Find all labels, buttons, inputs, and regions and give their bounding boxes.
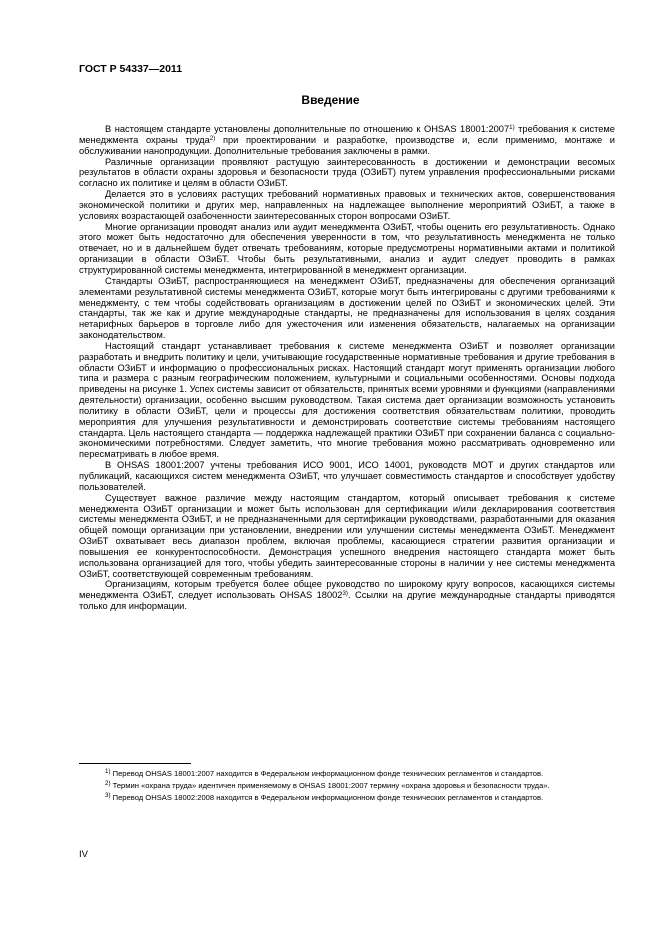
footnote: $^{3)}$ Перевод OHSAS 18002:2008 находится в Федеральном информационном фонде технических регламентов и стандартов. xyxy=(105,792,544,803)
paragraph: Многие организации проводят анализ или аудит менеджмента ОЗиБТ, чтобы оценить его результативность. Однако этого может быть недостаточно для обеспечения уверенности в том, что результативность менеджмента не только отвечает, но и в дальнейшем будет отвечать требованиям, которые предусмотрены нормативными актами и политикой организации в области ОЗиБТ. Чтобы быть результативными, анализ и аудит следует проводить в рамках структурированной системы менеджмента, интегрированной в менеджмент организации. xyxy=(79,221,615,275)
footnote: $^{2)}$ Термин «охрана труда» идентичен применяемому в OHSAS 18001:2007 термину «охрана здоровья и безопасности труда». xyxy=(105,780,550,791)
document-header: ГОСТ Р 54337—2011 xyxy=(79,63,183,75)
footnote-mark: 1) xyxy=(105,768,111,775)
footnote-divider xyxy=(79,763,191,764)
paragraph: Настоящий стандарт устанавливает требования к системе менеджмента ОЗиБТ и позволяет организации разработать и внедрить политику и цели, учитывающие государственные нормативные требования и другие требования в области ОЗиБТ и информацию о профессиональных рисках. Настоящий стандарт могут применять организации любого типа и размера с разным географическим положением, культурными и социальными особенностями. Основы подхода приведены на рисунке 1. Успех системы зависит от обязательств, принятых всеми уровнями и функциями (направлениями деятельности) организации, особенно высшим руководством. Такая система дает организации возможность установить политику в области ОЗиБТ, цели и процессы для достижения соответствия обязательствам политики, проводить мероприятия для улучшения результативности и демонстрировать соответствие системы требованиям настоящего стандарта. Цель настоящего стандарта — поддержка надлежащей практики ОЗиБТ при сохранении баланса с социально-экономическими потребностями. Следует заметить, что многие требования можно рассматривать одновременно или пересматривать в любое время. xyxy=(79,340,615,460)
footnote-mark: 2) xyxy=(105,780,111,788)
paragraph: В настоящем стандарте установлены дополнительные по отношению к OHSAS 18001:2007$^{1)}$ требования к системе менеджмента охраны труда$^{2)}$ при проектировании и разработке, производстве и, если применимо, монтаже и обслуживании нанопродукции. Дополнительные требования заключены в рамки. xyxy=(79,124,616,156)
footnote: $^{1)}$ Перевод OHSAS 18001:2007 находится в Федеральном информационном фонде технических регламентов и стандартов. xyxy=(105,768,544,778)
section-title: Введение xyxy=(301,93,360,107)
paragraph: Организациям, которым требуется более общее руководство по широкому кругу вопросов, касающихся системы менеджмента ОЗиБТ, следует использовать OHSAS 18002$^{3)}$. Ссылки на другие международные стандарты приводятся только для информации. xyxy=(79,579,615,612)
footnotes xyxy=(79,769,615,805)
body-text xyxy=(79,124,615,612)
paragraph: Существует важное различие между настоящим стандартом, который описывает требования к системе менеджмента ОЗиБТ организации и может быть использован для сертификации и/или декларирования соответствия системы менеджмента ОЗиБТ, и не предназначенными для сертификации руководствами, разработанными для оказания общей помощи организации при установлении, внедрении или улучшении системы менеджмента ОЗиБТ. Менеджмент ОЗиБТ охватывает весь диапазон проблем, включая проблемы, касающиеся стратегии развития организации и повышения ее конкурентоспособности. Демонстрация успешного внедрения настоящего стандарта может быть использована организацией для того, чтобы убедить заинтересованные стороны в наличии у нее системы менеджмента ОЗиБТ, соответствующей современным требованиям. xyxy=(79,492,615,579)
paragraph: Различные организации проявляют растущую заинтересованность в достижении и демонстрации весомых результатов в области охраны здоровья и безопасности труда (ОЗиБТ) путем управления профессиональными рисками согласно их политике и целям в области ОЗиБТ. xyxy=(79,156,615,189)
paragraph: Делается это в условиях растущих требований нормативных правовых и технических актов, совершенствования экономической политики и других мер, направленных на надлежащее выполнение мероприятий ОЗиБТ, а также в условиях возрастающей озабоченности заинтересованных сторон вопросами ОЗиБТ. xyxy=(79,189,615,221)
paragraph: Стандарты ОЗиБТ, распространяющиеся на менеджмент ОЗиБТ, предназначены для обеспечения организаций элементами результативной системы менеджмента ОЗиБТ, которые могут быть интегрированы с другими требованиями к менеджменту, с тем чтобы содействовать организациям в достижении целей по ОЗиБТ и экономических целей. Эти стандарты, так же как и другие международные стандарты, не предназначены для использования в целях создания нетарифных барьеров в торговле либо для ужесточения или изменения обязательств, налагаемых на организации законодательством. xyxy=(79,275,615,341)
footnote-ref[interactable]: 1) xyxy=(509,124,515,131)
footnote-mark: 3) xyxy=(105,792,111,800)
footnote-ref[interactable]: 2) xyxy=(209,134,216,142)
paragraph: В OHSAS 18001:2007 учтены требования ИСО 9001, ИСО 14001, руководств МОТ и других стандартов или публикаций, касающихся систем менеджмента ОЗиБТ, что улучшает совместимость стандартов и способствует удобству пользователей. xyxy=(79,460,615,492)
footnote-ref[interactable]: 3) xyxy=(342,590,348,598)
page-number: IV xyxy=(79,849,88,860)
